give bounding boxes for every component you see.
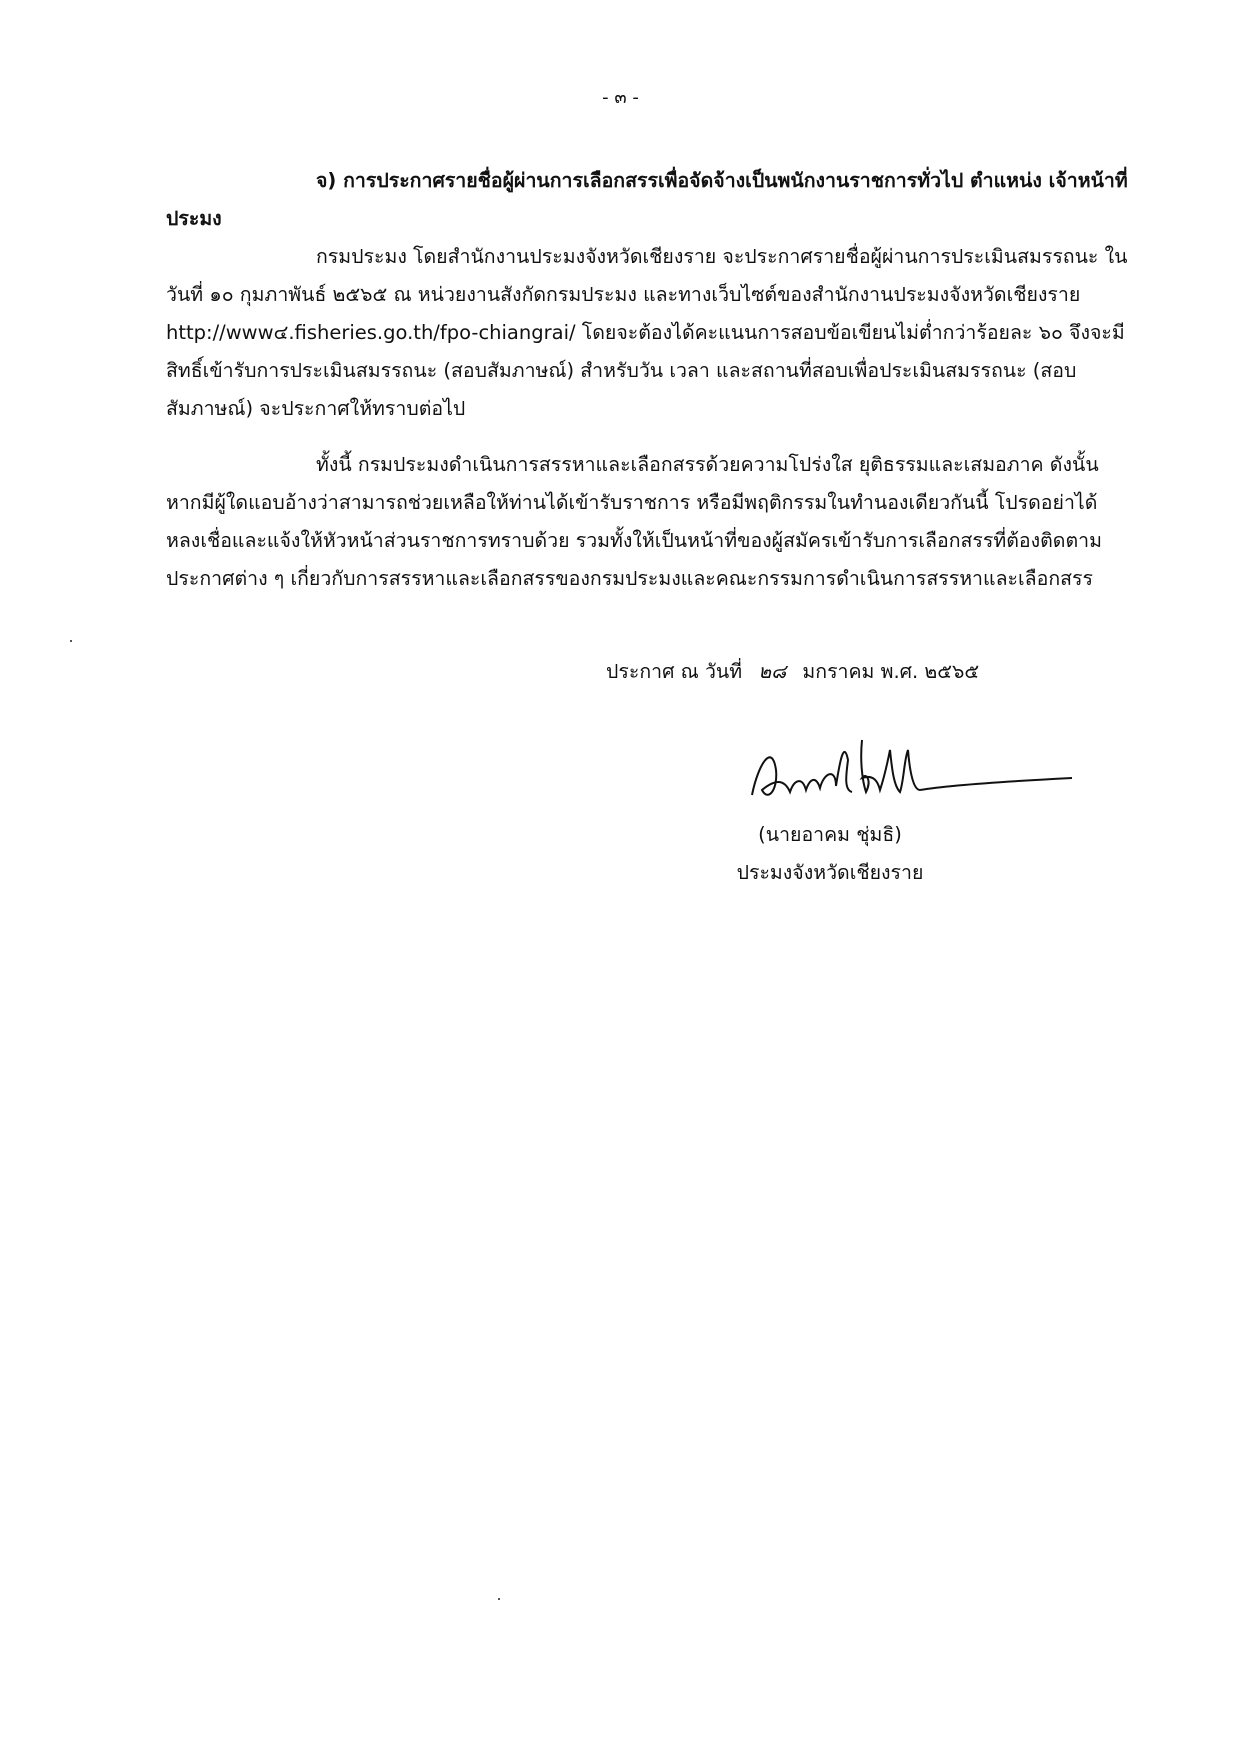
paragraph-results-announcement: กรมประมง โดยสำนักงานประมงจังหวัดเชียงราย จะประกาศรายชื่อผู้ผ่านการประเมินสมรรถนะ ในวันที่ ๑๐ กุมภาพันธ์ ๒๕๖๕ ณ หน่วยงานสังกัดกรมประมง และทางเว็บไซต์ของสำนักงานประมงจังหวัดเชียงราย http://www๔.fisheries.go.th/fpo-chiangrai/ โดยจะต้องได้คะแนนการสอบข้อเขียนไม่ต่ำกว่าร้อยละ ๖๐ จึงจะมีสิทธิ์เข้ารับการประเมินสมรรถนะ (สอบสัมภาษณ์) สำหรับวัน เวลา และสถานที่สอบเพื่อประเมินสมรรถนะ (สอบสัมภาษณ์) จะประกาศให้ทราบต่อไป (166, 245, 1128, 420)
paragraph-transparency-notice: ทั้งนี้ กรมประมงดำเนินการสรรหาและเลือกสรรด้วยความโปร่งใส ยุติธรรมและเสมอภาค ดังนั้น หากมีผู้ใดแอบอ้างว่าสามารถช่วยเหลือให้ท่านได้เข้ารับราชการ หรือมีพฤติกรรมในทำนองเดียวกันนี้ โปรดอย่าได้หลงเชื่อและแจ้งให้หัวหน้าส่วนราชการทราบด้วย รวมทั้งให้เป็นหน้าที่ของผู้สมัครเข้ารับการเลือกสรรที่ต้องติดตามประกาศต่าง ๆ เกี่ยวกับการสรรหาและเลือกสรรของกรมประมงและคณะกรรมการดำเนินการสรรหาและเลือกสรร (166, 453, 1102, 590)
signer-block (720, 816, 940, 892)
scan-speck (498, 1598, 500, 1600)
handwritten-signature (744, 720, 1074, 830)
announcement-day: ๒๘ (758, 660, 787, 683)
signer-position: ประมงจังหวัดเชียงราย (736, 861, 924, 884)
document-body (166, 162, 1130, 598)
announcement-month-year: มกราคม พ.ศ. ๒๕๖๕ (802, 660, 980, 683)
signer-name: (นายอาคม ชุ่มธิ) (758, 823, 902, 846)
announcement-date-block (606, 653, 1126, 691)
scan-speck (70, 640, 72, 642)
announcement-date (606, 653, 1126, 691)
page-number: - ๓ - (602, 87, 639, 108)
section-heading: จ) การประกาศรายชื่อผู้ผ่านการเลือกสรรเพื่อจัดจ้างเป็นพนักงานราชการทั่วไป ตำแหน่ง เจ้าหน้าที่ประมง (166, 169, 1128, 230)
announcement-prefix: ประกาศ ณ วันที่ (606, 660, 743, 683)
